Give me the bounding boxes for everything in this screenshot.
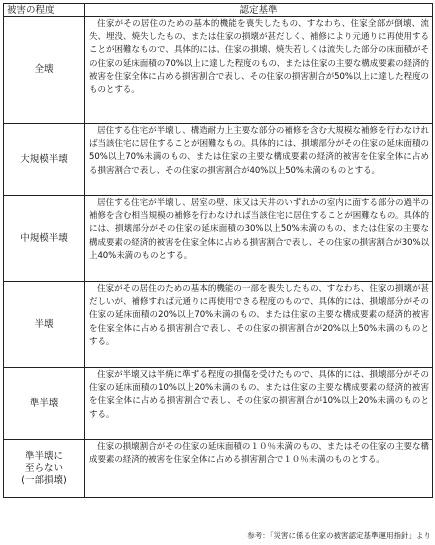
criteria-text: 住家がその居住のための基本的機能の一部を喪失したもの、すなわち、住家の損壊が甚だしいが、補修すれば元通りに再使用できる程度のもので、具体的には、損壊部分がその住家の延床面積の20%以上70%未満のもの、または住家の主要な構成要素の経済的被害を住家全体に占める損害割合で表し、その住家の損害割合が20%以上50%未満のものとする。 xyxy=(89,284,429,347)
grade-cell: 準半壊 xyxy=(4,368,85,440)
criteria-cell xyxy=(85,368,433,440)
criteria-text: 居住する住宅が半壊し、居室の壁、床又は天井のいずれかの室内に面する部分の過半の補修を含む相当規模の補修を行わなければ当該住宅に居住することが困難なもの。具体的には、損壊部分がその住家の延床面積の30%以上50%未満のもの、または住家の主要な構成要素の経済的被害を住家全体に占める損害割合で表し、その住家の損害割合が30%以上40%未満のものとする。 xyxy=(89,198,429,261)
grade-cell: 大規模半壊 xyxy=(4,124,85,196)
criteria-cell xyxy=(85,124,433,196)
table-row-ichibu-sonkai xyxy=(4,440,433,498)
criteria-cell xyxy=(85,17,433,124)
table-row-chukibo-hankai xyxy=(4,196,433,282)
criteria-text: 住家がその居住のための基本的機能を喪失したもの、すなわち、住家全部が倒壊、流失、埋没、焼失したもの、または住家の損壊が甚だしく、補修により元通りに再使用することが困難なもので、具体的には、住家の損壊、焼失若しくは流失した部分の床面積がその住家の延床面積の70%以上に達した程度のもの、または住家の主要な構成要素の経済的被害を住家全体に占める損害割合で表し、その住家の損害割合が50%以上に達した程度のものとする。 xyxy=(89,19,429,96)
grade-line: 至らない xyxy=(24,462,63,474)
grade-line: 準半壊に xyxy=(24,450,63,462)
table-row-hankai xyxy=(4,282,433,368)
table-header-row xyxy=(4,4,433,17)
table-row-daikibo-hankai xyxy=(4,124,433,196)
grade-cell: 半壊 xyxy=(4,282,85,368)
grade-cell: 中規模半壊 xyxy=(4,196,85,282)
criteria-text: 住家が半壊又は半焼に準ずる程度の損傷を受けたもので、具体的には、損壊部分がその住家の延床面積の10%以上20%未満のもの、または住家の主要な構成要素の経済的被害を住家全体に占める損害割合で表し、その住家の損害割合が10%以上20%未満のものとする。 xyxy=(89,370,429,420)
table-row-zenkai xyxy=(4,17,433,124)
grade-line: (一部損壊) xyxy=(21,474,67,486)
header-criteria: 認定基準 xyxy=(85,4,433,17)
source-note: 参考：「災害に係る住家の被害認定基準運用指針」より xyxy=(247,531,431,540)
table-row-jun-hankai xyxy=(4,368,433,440)
grade-cell xyxy=(4,440,85,498)
criteria-text: 居住する住宅が半壊し、構造耐力上主要な部分の補修を含む大規模な補修を行わなければ当該住宅に居住することが困難なもの。具体的には、損壊部分がその住家の延床面積の50%以上70%未満のもの、または住家の主要な構成要素の経済的被害を住家全体に占める損害割合で表し、その住家の損害割合が40%以上50%未満のものとする。 xyxy=(89,126,429,176)
header-grade: 被害の程度 xyxy=(4,4,85,17)
damage-criteria-table xyxy=(3,3,433,498)
criteria-text: 住家の損壊割合がその住家の延床面積の１０％未満のもの、またはその住家の主要な構成要素の経済的被害を住家全体に占める損害割合で１０％未満のものとする。 xyxy=(89,442,429,466)
grade-cell: 全壊 xyxy=(4,17,85,124)
damage-criteria-document xyxy=(3,3,432,498)
criteria-cell xyxy=(85,196,433,282)
criteria-cell xyxy=(85,282,433,368)
criteria-cell xyxy=(85,440,433,498)
